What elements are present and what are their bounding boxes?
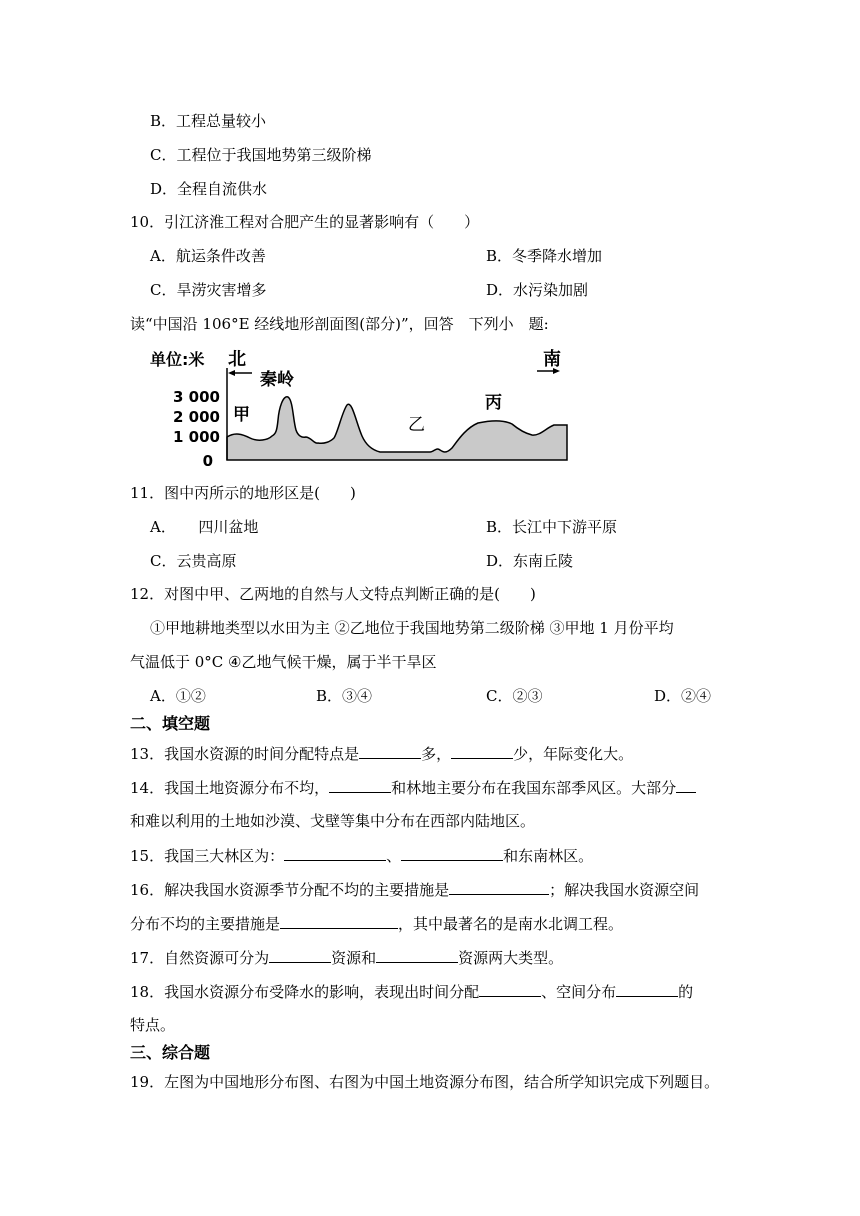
q16-line2 xyxy=(130,913,623,934)
q15-text-2: 、 xyxy=(386,847,402,865)
q18-blank-1[interactable] xyxy=(479,981,541,997)
q14-blank-2[interactable] xyxy=(676,777,696,793)
q16-text-1: 16．解决我国水资源季节分配不均的主要措施是 xyxy=(130,881,450,899)
q14-text-1: 14．我国土地资源分布不均， xyxy=(130,779,330,797)
q17-text-2: 资源和 xyxy=(331,949,377,967)
q13-blank-1[interactable] xyxy=(359,743,421,759)
q11-option-a: A． 四川盆地 xyxy=(150,518,259,536)
q15-text-3: 和东南林区。 xyxy=(503,847,594,865)
north-arrow xyxy=(228,370,252,376)
q13-blank-2[interactable] xyxy=(451,743,513,759)
q17 xyxy=(130,947,563,968)
south-label: 南 xyxy=(543,349,561,370)
q13-text-1: 13．我国水资源的时间分配特点是 xyxy=(130,745,360,763)
q15-blank-1[interactable] xyxy=(284,845,386,861)
q12-statements-line2: 气温低于 0°C ④乙地气候干燥，属于半干旱区 xyxy=(130,653,437,671)
q11-stem: 11．图中丙所示的地形区是( ) xyxy=(130,484,356,502)
yi-label: 乙 xyxy=(408,415,425,435)
q10-stem: 10．引江济淮工程对合肥产生的显著影响有（ ） xyxy=(130,213,480,231)
q14-line1 xyxy=(130,777,696,798)
q16-text-4: ，其中最著名的是南水北调工程。 xyxy=(398,915,624,933)
q17-blank-2[interactable] xyxy=(376,947,458,963)
q18-blank-2[interactable] xyxy=(616,981,678,997)
q12-option-d: D．②④ xyxy=(654,687,712,705)
q18-text-2: 、空间分布 xyxy=(541,983,617,1001)
qinling-label: 秦岭 xyxy=(260,370,294,390)
q18-line2: 特点。 xyxy=(130,1016,176,1034)
q10-option-c: C．旱涝灾害增多 xyxy=(150,281,267,299)
q18-text-1: 18．我国水资源分布受降水的影响，表现出时间分配 xyxy=(130,983,480,1001)
q11-option-c: C．云贵高原 xyxy=(150,552,237,570)
q15 xyxy=(130,845,593,866)
q12-option-a: A．①② xyxy=(150,687,206,705)
q18-text-3: 的 xyxy=(678,983,694,1001)
jia-label: 甲 xyxy=(233,405,250,425)
q9-option-d: D．全程自流供水 xyxy=(150,180,268,198)
section-comprehensive-heading: 三、综合题 xyxy=(130,1043,211,1062)
q15-blank-2[interactable] xyxy=(401,845,503,861)
q11-option-b: B．长江中下游平原 xyxy=(486,518,618,536)
north-label: 北 xyxy=(228,349,246,370)
terrain-profile-figure xyxy=(140,340,580,470)
q16-text-2: ；解决我国水资源空间 xyxy=(549,881,700,899)
q9-option-c: C．工程位于我国地势第三级阶梯 xyxy=(150,146,372,164)
q17-text-3: 资源两大类型。 xyxy=(458,949,564,967)
q15-text-1: 15．我国三大林区为： xyxy=(130,847,285,865)
q13 xyxy=(130,743,633,764)
q16-text-3: 分布不均的主要措施是 xyxy=(130,915,281,933)
unit-label: 单位:米 xyxy=(150,350,205,369)
q10-option-d: D．水污染加剧 xyxy=(486,281,589,299)
q12-option-c: C．②③ xyxy=(486,687,543,705)
profile-intro: 读“中国沿 106°E 经线地形剖面图(部分)”，回答 下列小 题: xyxy=(130,315,549,333)
y-tick-1000: 1 000 xyxy=(173,428,220,446)
q13-text-2: 多， xyxy=(421,745,452,763)
y-tick-2000: 2 000 xyxy=(173,408,220,426)
q13-text-3: 少，年际变化大。 xyxy=(513,745,634,763)
q14-blank-1[interactable] xyxy=(329,777,391,793)
terrain-area xyxy=(227,397,567,460)
q17-blank-1[interactable] xyxy=(269,947,331,963)
q16-blank-1[interactable] xyxy=(449,879,549,895)
y-tick-3000: 3 000 xyxy=(173,388,220,406)
q19-stem: 19．左图为中国地形分布图、右图为中国土地资源分布图，结合所学知识完成下列题目。 xyxy=(130,1073,720,1091)
q12-stem: 12．对图中甲、乙两地的自然与人文特点判断正确的是( ) xyxy=(130,585,536,603)
q10-option-a: A．航运条件改善 xyxy=(150,247,266,265)
q12-statements-line1: ①甲地耕地类型以水田为主 ②乙地位于我国地势第二级阶梯 ③甲地 1 月份平均 xyxy=(150,619,674,637)
q18-line1 xyxy=(130,981,693,1002)
q10-option-b: B．冬季降水增加 xyxy=(486,247,603,265)
section-fill-in-heading: 二、填空题 xyxy=(130,714,211,733)
q9-option-b: B．工程总量较小 xyxy=(150,112,267,130)
q11-option-d: D．东南丘陵 xyxy=(486,552,574,570)
q14-text-2: 和林地主要分布在我国东部季风区。大部分 xyxy=(391,779,677,797)
q12-option-b: B．③④ xyxy=(316,687,373,705)
q17-text-1: 17．自然资源可分为 xyxy=(130,949,270,967)
q14-line2: 和难以利用的土地如沙漠、戈壁等集中分布在西部内陆地区。 xyxy=(130,812,536,830)
y-tick-0: 0 xyxy=(202,452,213,470)
q16-blank-2[interactable] xyxy=(280,913,398,929)
q16-line1 xyxy=(130,879,699,900)
bing-label: 丙 xyxy=(485,393,502,413)
